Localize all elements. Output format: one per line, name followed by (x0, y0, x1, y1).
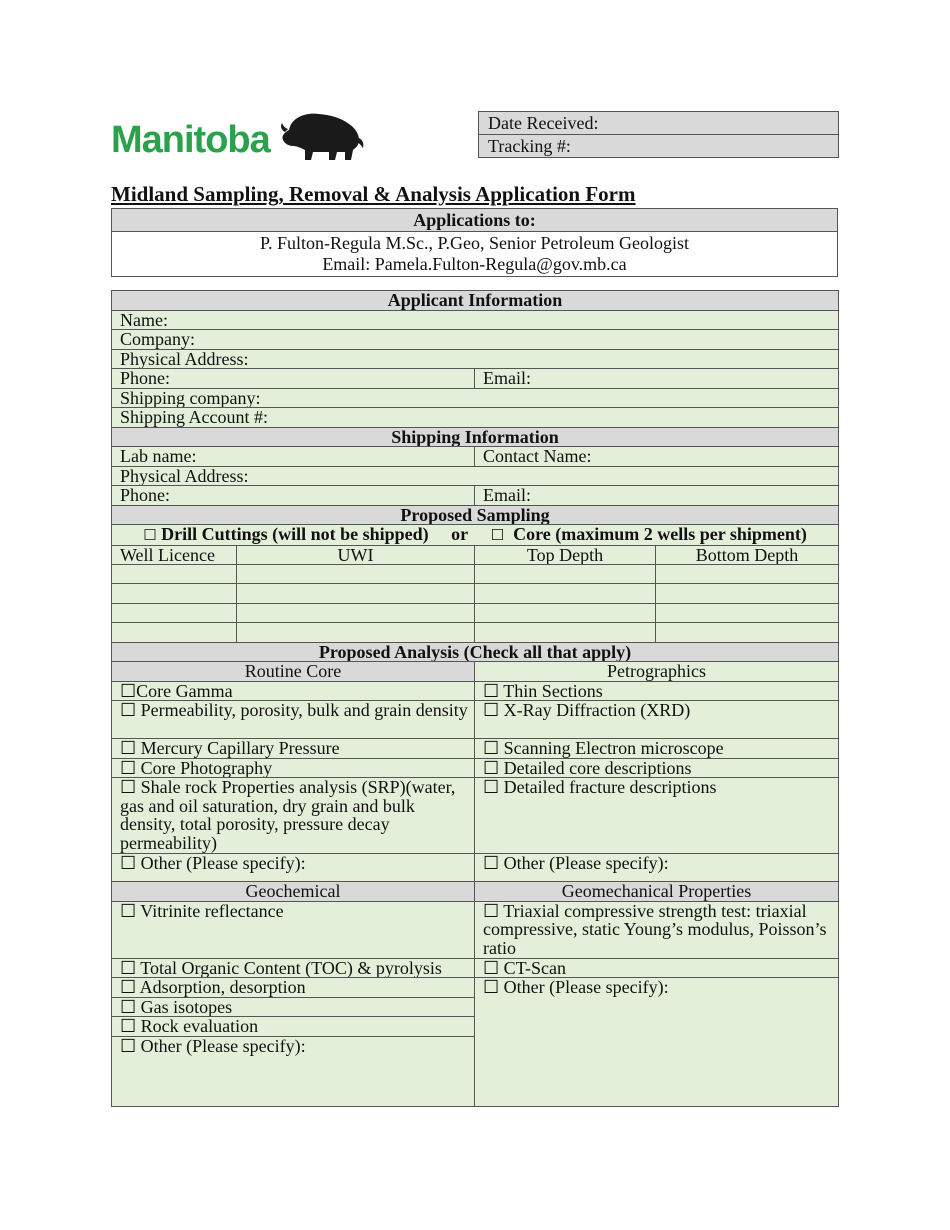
applications-email: Email: Pamela.Fulton-Regula@gov.mb.ca (322, 254, 627, 274)
other-petrographics-option[interactable]: ☐ Other (Please specify): (475, 854, 839, 882)
geochemical-heading: Geochemical (112, 882, 475, 902)
name-field[interactable]: Name: (112, 310, 839, 330)
xrd-option[interactable]: ☐ X-Ray Diffraction (XRD) (475, 701, 839, 739)
analysis-heading: Proposed Analysis (Check all that apply) (112, 642, 839, 662)
company-field[interactable]: Company: (112, 330, 839, 350)
lab-address-field[interactable]: Physical Address: (112, 466, 839, 486)
adsorption-option[interactable]: ☐ Adsorption, desorption (112, 978, 475, 998)
ct-scan-option[interactable]: ☐ CT-Scan (475, 958, 839, 978)
application-form-table (111, 290, 839, 1107)
gas-isotopes-option[interactable]: ☐ Gas isotopes (112, 997, 475, 1017)
thin-sections-option[interactable]: ☐ Thin Sections (475, 681, 839, 701)
permeability-option[interactable]: ☐ Permeability, porosity, bulk and grain density (112, 701, 475, 739)
office-use-box (478, 111, 839, 158)
lab-email-field[interactable]: Email: (475, 486, 839, 506)
well-licence-cell[interactable] (112, 565, 237, 584)
tracking-field[interactable]: Tracking #: (479, 134, 838, 157)
col-top-depth: Top Depth (475, 545, 656, 565)
sampling-row (112, 565, 839, 584)
physical-address-field[interactable]: Physical Address: (112, 349, 839, 369)
core-label: Core (maximum 2 wells per shipment) (513, 524, 807, 544)
logo-text: Manitoba (111, 119, 270, 161)
applicant-heading: Applicant Information (112, 291, 839, 311)
col-bottom-depth: Bottom Depth (656, 545, 839, 565)
col-uwi: UWI (237, 545, 475, 565)
toc-option[interactable]: ☐ Total Organic Content (TOC) & pyrolysis (112, 958, 475, 978)
date-received-field[interactable]: Date Received: (488, 113, 599, 133)
well-licence-cell[interactable] (112, 584, 237, 603)
mercury-option[interactable]: ☐ Mercury Capillary Pressure (112, 739, 475, 759)
srp-option[interactable]: ☐ Shale rock Properties analysis (SRP)(water, gas and oil saturation, dry grain and bulk density, total porosity, pressure decay permeability) (112, 778, 475, 854)
fracture-descriptions-option[interactable]: ☐ Detailed fracture descriptions (475, 778, 839, 854)
shipping-heading: Shipping Information (112, 427, 839, 447)
or-label: or (451, 524, 469, 544)
applications-heading: Applications to: (112, 209, 837, 232)
bottom-depth-cell[interactable] (656, 584, 839, 603)
vitrinite-option[interactable]: ☐ Vitrinite reflectance (112, 901, 475, 958)
uwi-cell[interactable] (237, 584, 475, 603)
other-routine-option[interactable]: ☐ Other (Please specify): (112, 854, 475, 882)
col-well-licence: Well Licence (112, 545, 237, 565)
sem-option[interactable]: ☐ Scanning Electron microscope (475, 739, 839, 759)
drill-cuttings-label: Drill Cuttings (will not be shipped) (161, 524, 429, 544)
sampling-row (112, 623, 839, 642)
lab-name-field[interactable]: Lab name: (112, 447, 475, 467)
other-geomechanical-option[interactable]: ☐ Other (Please specify): (475, 978, 839, 1107)
geomechanical-heading: Geomechanical Properties (475, 882, 839, 902)
sampling-row (112, 603, 839, 622)
page-title: Midland Sampling, Removal & Analysis Application Form (111, 182, 636, 206)
sampling-choice-row (112, 525, 839, 546)
shipping-account-field[interactable]: Shipping Account #: (112, 408, 839, 428)
drill-cuttings-checkbox[interactable]: ☐ (143, 526, 157, 544)
bottom-depth-cell[interactable] (656, 603, 839, 622)
bison-icon (279, 108, 365, 164)
core-photography-option[interactable]: ☐ Core Photography (112, 758, 475, 778)
bottom-depth-cell[interactable] (656, 623, 839, 642)
applications-box (111, 208, 838, 277)
well-licence-cell[interactable] (112, 603, 237, 622)
bottom-depth-cell[interactable] (656, 565, 839, 584)
email-field[interactable]: Email: (475, 369, 839, 389)
sampling-row (112, 584, 839, 603)
rock-evaluation-option[interactable]: ☐ Rock evaluation (112, 1017, 475, 1037)
triaxial-option[interactable]: ☐ Triaxial compressive strength test: triaxial compressive, static Young’s modulus, Poisson’s ratio (475, 901, 839, 958)
top-depth-cell[interactable] (475, 603, 656, 622)
applications-contact: P. Fulton-Regula M.Sc., P.Geo, Senior Petroleum Geologist (260, 233, 689, 253)
core-descriptions-option[interactable]: ☐ Detailed core descriptions (475, 758, 839, 778)
core-gamma-option[interactable]: ☐Core Gamma (112, 681, 475, 701)
manitoba-logo (111, 108, 361, 164)
uwi-cell[interactable] (237, 603, 475, 622)
routine-core-heading: Routine Core (112, 662, 475, 682)
core-checkbox[interactable]: ☐ (490, 526, 505, 544)
top-depth-cell[interactable] (475, 623, 656, 642)
other-geochemical-option[interactable]: ☐ Other (Please specify): (112, 1036, 475, 1106)
lab-phone-field[interactable]: Phone: (112, 486, 475, 506)
top-depth-cell[interactable] (475, 565, 656, 584)
contact-name-field[interactable]: Contact Name: (475, 447, 839, 467)
sampling-heading: Proposed Sampling (112, 505, 839, 525)
uwi-cell[interactable] (237, 565, 475, 584)
shipping-company-field[interactable]: Shipping company: (112, 388, 839, 408)
uwi-cell[interactable] (237, 623, 475, 642)
phone-field[interactable]: Phone: (112, 369, 475, 389)
top-depth-cell[interactable] (475, 584, 656, 603)
petrographics-heading: Petrographics (475, 662, 839, 682)
well-licence-cell[interactable] (112, 623, 237, 642)
